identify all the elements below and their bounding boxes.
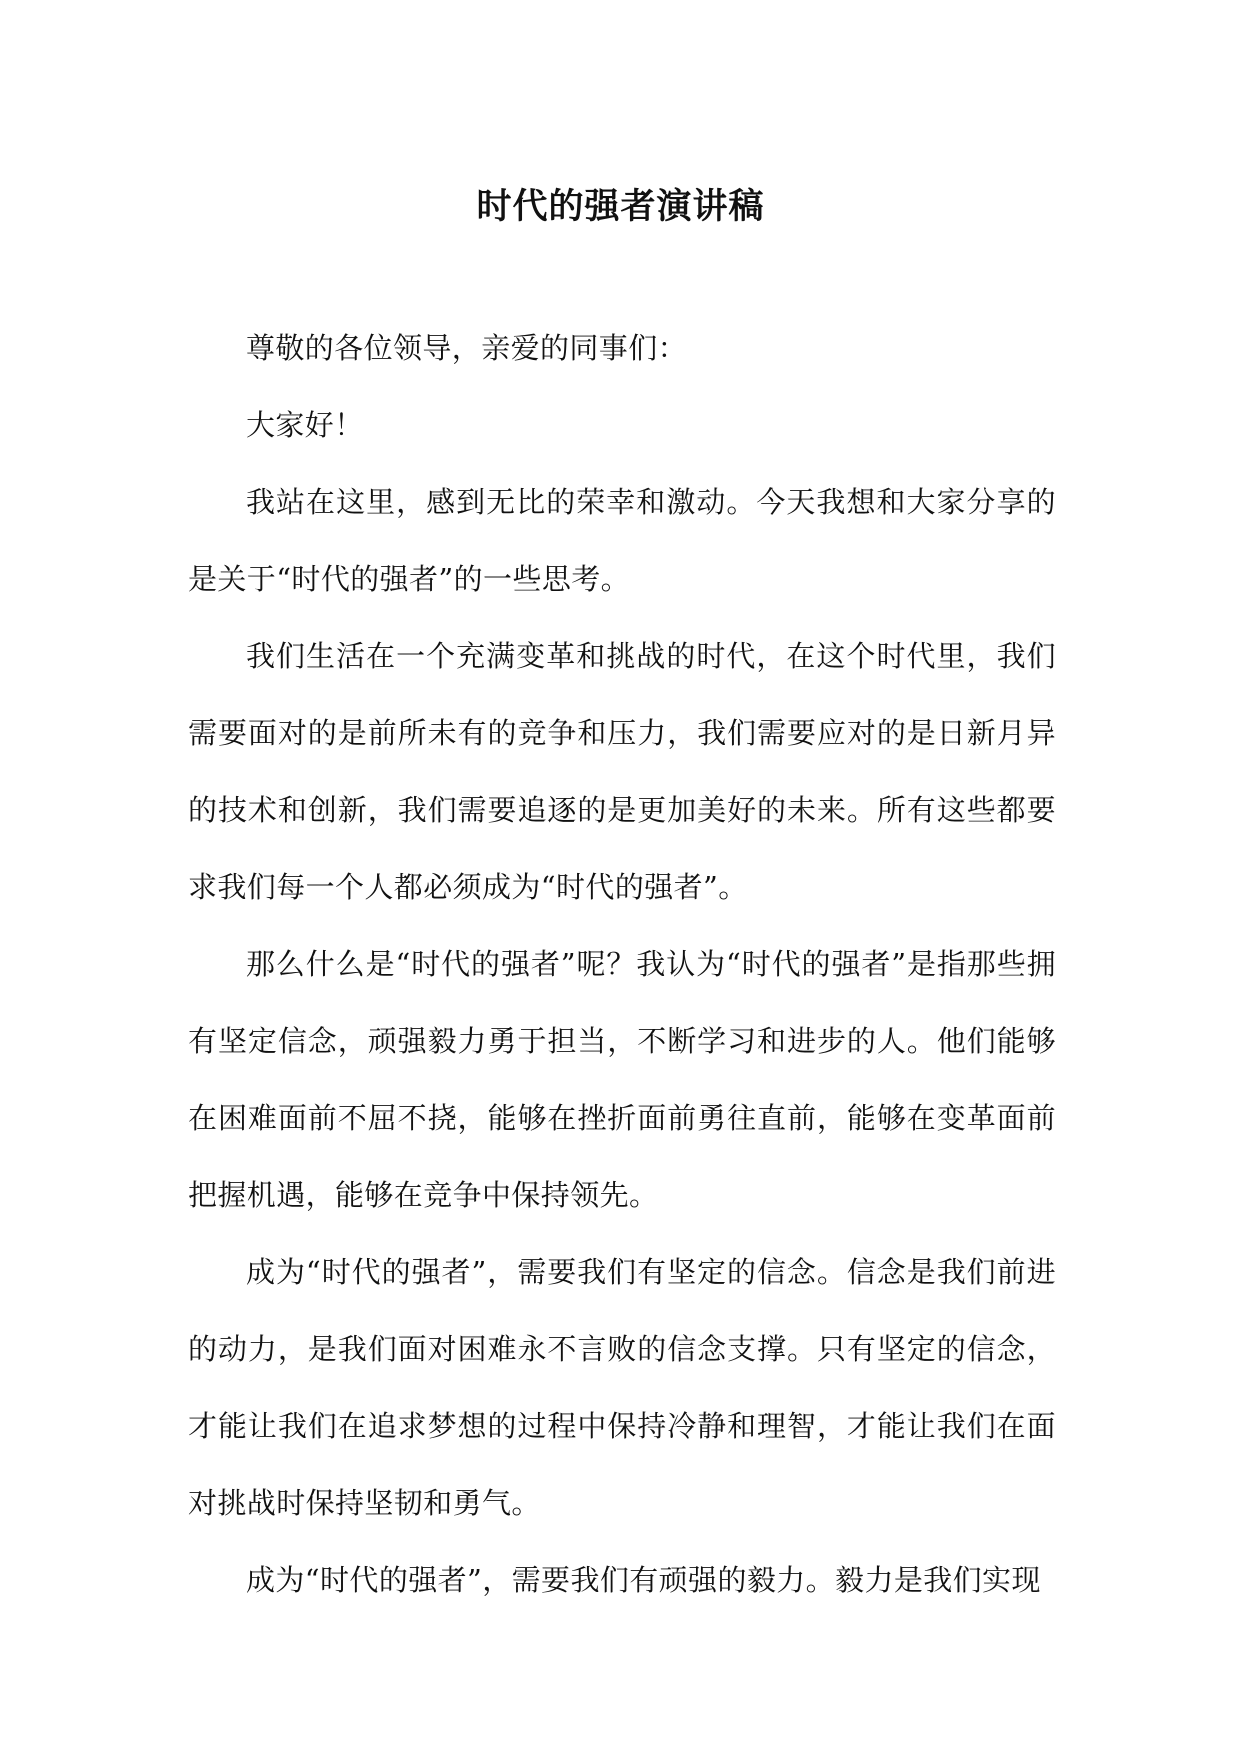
paragraph-perseverance: 成为“时代的强者”，需要我们有顽强的毅力。毅力是我们实现 (246, 1563, 1041, 1597)
paragraph-belief: 成为“时代的强者”，需要我们有坚定的信念。信念是我们前进的动力，是我们面对困难永不言败的信念支撑。只有坚定的信念，才能让我们在追求梦想的过程中保持冷静和理智，才能让我们在面对挑战时保持坚韧和勇气。 (188, 1255, 1056, 1520)
paragraph-intro: 我站在这里，感到无比的荣幸和激动。今天我想和大家分享的是关于“时代的强者”的一些思考。 (188, 485, 1056, 596)
paragraph-salutation: 尊敬的各位领导，亲爱的同事们： (246, 331, 688, 365)
document-body (188, 310, 1056, 1619)
paragraph-greeting: 大家好！ (246, 408, 364, 442)
document-title: 时代的强者演讲稿 (476, 187, 765, 227)
paragraph-era: 我们生活在一个充满变革和挑战的时代，在这个时代里，我们需要面对的是前所未有的竞争和压力，我们需要应对的是日新月异的技术和创新，我们需要追逐的是更加美好的未来。所有这些都要求我们每一个人都必须成为“时代的强者”。 (188, 639, 1056, 904)
paragraph-definition: 那么什么是“时代的强者”呢？我认为“时代的强者”是指那些拥有坚定信念，顽强毅力勇于担当，不断学习和进步的人。他们能够在困难面前不屈不挠，能够在挫折面前勇往直前，能够在变革面前把握机遇，能够在竞争中保持领先。 (188, 947, 1056, 1212)
